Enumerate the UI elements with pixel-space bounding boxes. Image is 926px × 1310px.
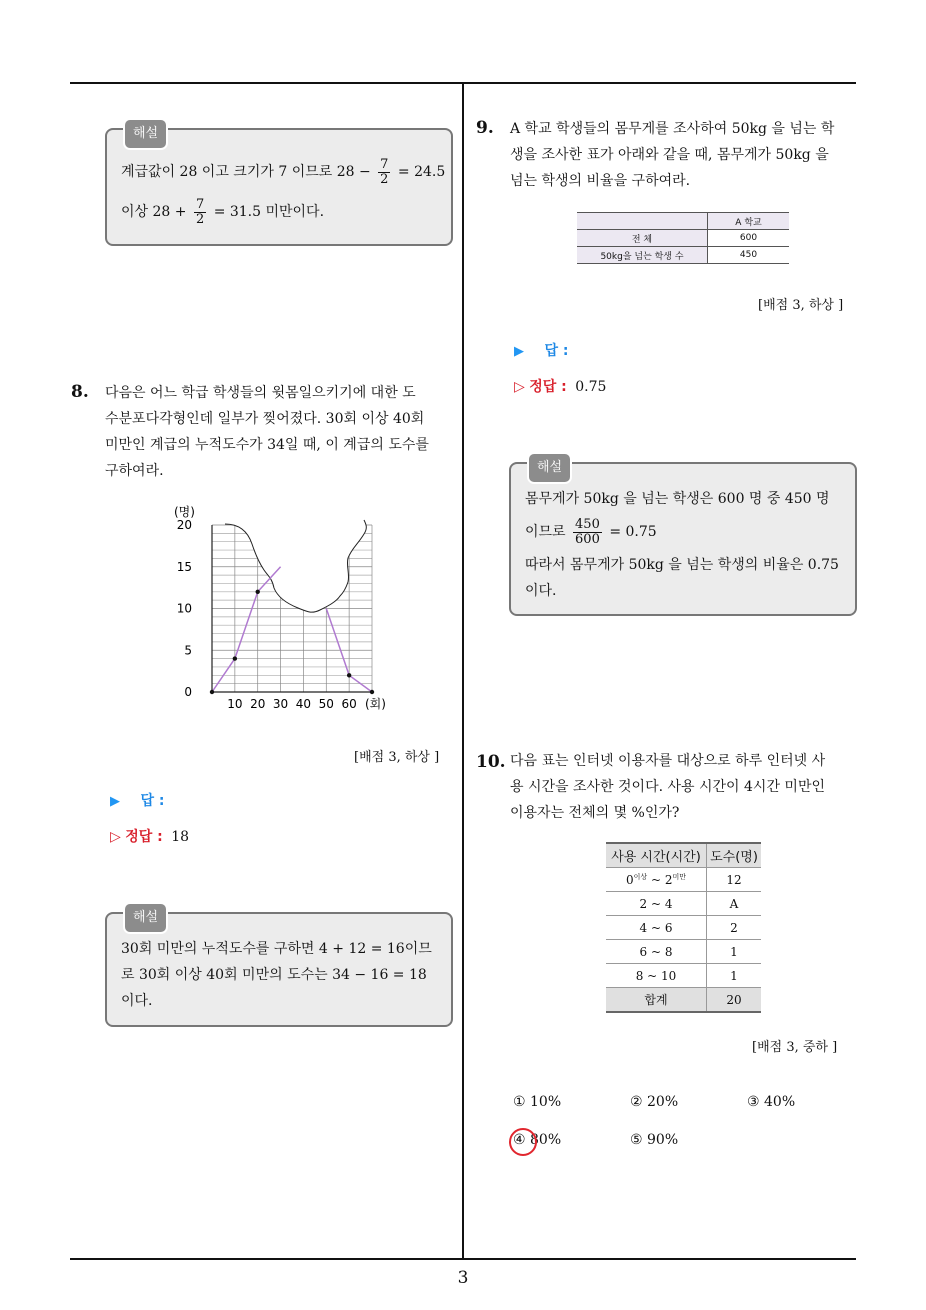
fraction: $\frac{7}{2}$ bbox=[195, 196, 205, 227]
q9-question-text: A 학교 학생들의 몸무게를 조사하여 50kg 을 넘는 학 생을 조사한 표가 아래와 같을 때, 몸무게가 50kg 을 넘는 학생의 비율을 구하여라. bbox=[510, 121, 835, 189]
q10-question-text: 다음 표는 인터넷 이용자를 대상으로 하루 인터넷 사 용 시간을 조사한 것이다. 사용 시간이 4시간 미만인 이용자는 전체의 몇 %인가? bbox=[510, 753, 826, 821]
table-row: 전 체 600 bbox=[577, 230, 789, 247]
table-row: 6 ~ 8 1 bbox=[606, 940, 761, 964]
data-point bbox=[233, 656, 237, 660]
series-line-1 bbox=[212, 567, 281, 692]
x-tick-label: 10 bbox=[227, 697, 243, 711]
q9-correct-value: 0.75 bbox=[575, 379, 607, 395]
q9-table: A 학교 전 체 600 50kg을 넘는 학생 수 450 bbox=[577, 212, 789, 264]
q9-score: [배점 3, 하상 ] bbox=[758, 298, 844, 313]
y-axis-label: (명) bbox=[174, 505, 195, 519]
y-tick-label: 0 bbox=[184, 685, 192, 699]
torn-region bbox=[220, 498, 400, 612]
q10-number: 10. bbox=[476, 752, 506, 772]
table-row: $0^{이상}$ ~ $2^{미만}$ 12 bbox=[606, 868, 761, 892]
table-row: 8 ~ 10 1 bbox=[606, 964, 761, 988]
table-row: 2 ~ 4 A bbox=[606, 892, 761, 916]
outline-triangle-icon: ▷ bbox=[110, 829, 121, 845]
data-point bbox=[256, 590, 260, 594]
q8-frequency-polygon-chart bbox=[160, 498, 400, 718]
data-point bbox=[370, 690, 374, 694]
data-point bbox=[210, 690, 214, 694]
y-tick-label: 10 bbox=[176, 601, 192, 616]
explanation-tab: 해설 bbox=[123, 118, 168, 150]
play-triangle-icon: ▶ bbox=[514, 344, 524, 359]
table-row: 4 ~ 6 2 bbox=[606, 916, 761, 940]
q8-correct-value: 18 bbox=[171, 829, 190, 845]
q9-explanation-box: 해설 몸무게가 50kg 을 넘는 학생은 600 명 중 450 명 이므로 $\frac{450}{600}$ = 0.75 따라서 몸무게가 50kg 을 넘는 학생의 비율은 0.75 이다. bbox=[509, 462, 857, 616]
q8-question-text: 다음은 어느 학급 학생들의 윗몸일으키기에 대한 도 수분포다각형인데 일부가 찢어졌다. 30회 이상 40회 미만인 계급의 누적도수가 34일 때, 이 계급의 도수를 구하여라. bbox=[105, 385, 429, 479]
x-axis-label: (회) bbox=[365, 697, 386, 711]
answer-circle-mark bbox=[509, 1128, 537, 1156]
data-point bbox=[347, 673, 351, 677]
q10-score: [배점 3, 중하 ] bbox=[752, 1040, 838, 1055]
page-number: 3 bbox=[457, 1268, 469, 1288]
column-divider bbox=[462, 82, 464, 1260]
explanation-tab: 해설 bbox=[123, 902, 168, 934]
table-row: 50kg을 넘는 학생 수 450 bbox=[577, 247, 789, 264]
q7-explanation-line2: 이상 28 + $\frac{7}{2}$ = 31.5 미만이다. bbox=[121, 196, 325, 227]
choice-5[interactable]: ⑤ 90% bbox=[630, 1132, 679, 1148]
choice-3[interactable]: ③ 40% bbox=[747, 1094, 796, 1110]
q9-number: 9. bbox=[476, 118, 494, 138]
x-tick-label: 40 bbox=[295, 697, 312, 711]
x-tick-label: 50 bbox=[318, 697, 334, 711]
y-tick-label: 15 bbox=[176, 559, 192, 574]
q8-score: [배점 3, 하상 ] bbox=[354, 750, 440, 765]
outline-triangle-icon: ▷ bbox=[514, 379, 525, 395]
q8-number: 8. bbox=[71, 382, 89, 402]
y-tick-label: 5 bbox=[184, 643, 192, 658]
bottom-rule bbox=[70, 1258, 856, 1260]
choice-4[interactable]: ④ 80% bbox=[513, 1132, 562, 1148]
x-tick-label: 20 bbox=[250, 697, 266, 711]
explanation-tab: 해설 bbox=[527, 452, 572, 484]
x-tick-label: 60 bbox=[341, 697, 357, 711]
q9-correct-row: ▷ 정답 : 0.75 bbox=[514, 379, 607, 395]
q8-answer-row: ▶ 답 : bbox=[110, 793, 165, 809]
play-triangle-icon: ▶ bbox=[110, 794, 120, 809]
choice-1[interactable]: ① 10% bbox=[513, 1094, 562, 1110]
fraction: $\frac{450}{600}$ bbox=[575, 516, 600, 547]
choice-2[interactable]: ② 20% bbox=[630, 1094, 679, 1110]
q7-explanation-line1: 계급값이 28 이고 크기가 7 이므로 28 − $\frac{7}{2}$ = 24.5 bbox=[121, 156, 446, 187]
y-tick-label: 20 bbox=[176, 518, 192, 532]
x-tick-label: 30 bbox=[272, 697, 289, 711]
q10-table: 사용 시간(시간) 도수(명) $0^{이상}$ ~ $2^{미만}$ 12 2 ~ 4 A 4 ~ 6 2 6 ~ 8 1 8 ~ 10 1 합계 20 bbox=[606, 842, 761, 1013]
q7-explanation-box bbox=[105, 128, 453, 246]
q8-explanation-box: 해설 30회 미만의 누적도수를 구하면 4 + 12 = 16이므 로 30회 이상 40회 미만의 도수는 34 − 16 = 18 이다. bbox=[105, 912, 453, 1027]
fraction: $\frac{7}{2}$ bbox=[380, 156, 389, 187]
q9-answer-row: ▶ 답 : bbox=[514, 343, 569, 359]
q8-correct-row: ▷ 정답 : 18 bbox=[110, 829, 190, 845]
